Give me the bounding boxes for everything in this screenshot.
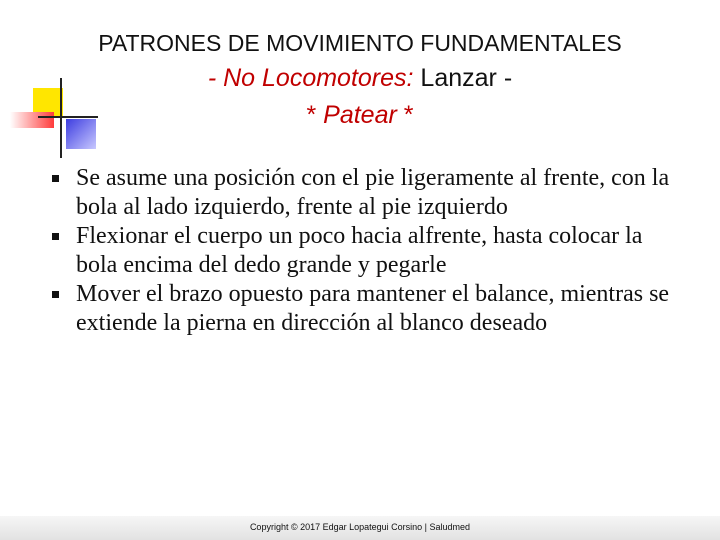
bullet-item (48, 222, 678, 280)
bullet-text: Mover el brazo opuesto para mantener el balance, mientras se extiende la pierna en dirección al blanco deseado (76, 281, 670, 336)
slide-title: PATRONES DE MOVIMIENTO FUNDAMENTALES (98, 30, 622, 56)
square-bullet-icon (52, 175, 59, 182)
square-bullet-icon (52, 233, 59, 240)
bullet-text: Flexionar el cuerpo un poco hacia alfrente, hasta colocar la bola encima del dedo grande y pegarle (76, 223, 643, 278)
slide-subtitle (0, 64, 720, 93)
slide-topic (0, 101, 720, 130)
square-bullet-icon (52, 291, 59, 298)
topic-star-left: * (306, 101, 324, 129)
bullet-list (48, 164, 678, 338)
bullet-item (48, 280, 678, 338)
footer-copyright: Copyright © 2017 Edgar Lopategui Corsino | Saludmed (249, 522, 471, 532)
topic-word: Patear (323, 101, 397, 129)
topic-star-right: * (396, 101, 414, 129)
bullet-item (48, 164, 678, 222)
subtitle-category: - No Locomotores: (207, 64, 414, 92)
subtitle-lanzar: Lanzar - (413, 64, 513, 92)
bullet-text: Se asume una posición con el pie ligeramente al frente, con la bola al lado izquierdo, frente al pie izquierdo (76, 165, 670, 220)
